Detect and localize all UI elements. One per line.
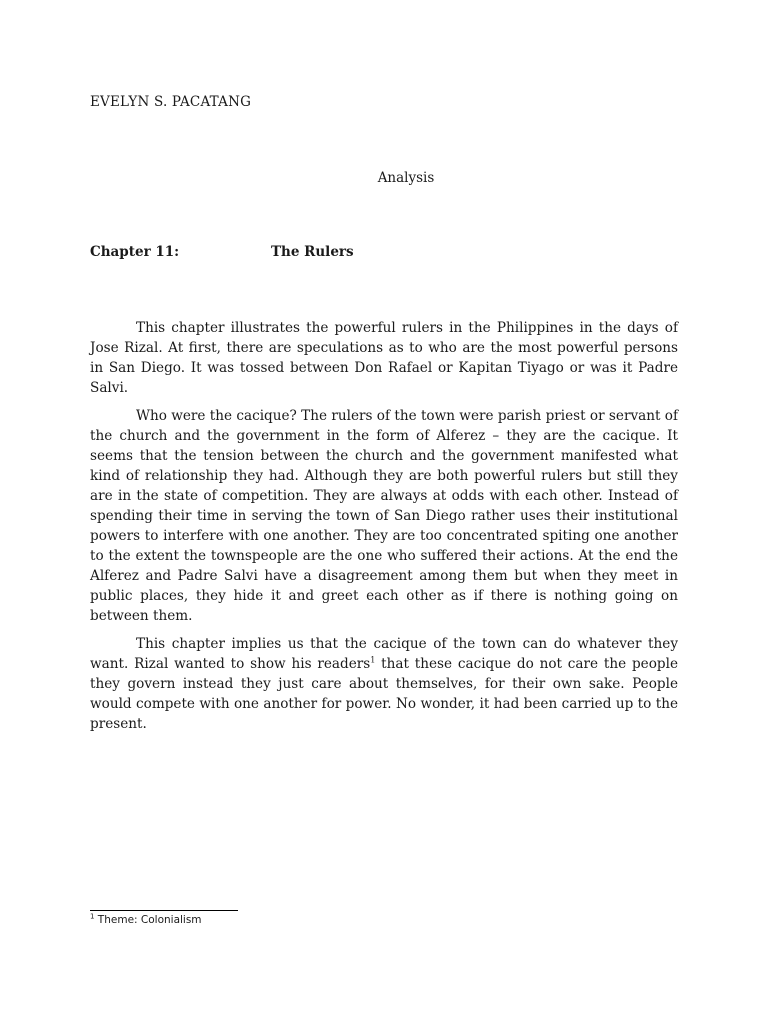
body-text (90, 318, 678, 742)
author-name: EVELYN S. PACATANG (90, 94, 252, 110)
paragraph-1: This chapter illustrates the powerful rulers in the Philippines in the days of Jose Rizal. At first, there are speculations as to who are the most powerful persons in San Diego. It was tossed between Don Rafael or Kapitan Tiyago or was it Padre Salvi. (90, 320, 678, 396)
chapter-heading (90, 244, 354, 260)
footnote (90, 914, 202, 926)
footnote-text: Theme: Colonialism (94, 914, 202, 926)
paragraph-2: Who were the cacique? The rulers of the town were parish priest or servant of the church and the government in the form of Alferez – they are the cacique. It seems that the tension between the church and the government manifested what kind of relationship they had. Although they are both powerful rulers but still they are in the state of competition. They are always at odds with each other. Instead of spending their time in serving the town of San Diego rather uses their institutional powers to interfere with one another. They are too concentrated spiting one another to the extent the townspeople are the one who suffered their actions. At the end the Alferez and Padre Salvi have a disagreement among them but when they meet in public places, they hide it and greet each other as if there is nothing going on between them. (90, 408, 678, 624)
paragraph-3-part-2: that these cacique do not care the people they govern instead they just care about themselves, for their own sake. People would compete with one another for power. No wonder, it had been carried up to the present. (90, 656, 678, 732)
chapter-title: The Rulers (271, 244, 354, 260)
chapter-label: Chapter 11: (90, 244, 180, 260)
paragraph-3 (90, 634, 678, 734)
footnote-reference[interactable]: 1 (370, 655, 376, 665)
document-title: Analysis (377, 170, 435, 186)
paragraph-3-part-1: This chapter implies us that the cacique of the town can do whatever they want. Rizal wanted to show his readers (90, 636, 678, 672)
footnote-number: 1 (90, 912, 95, 921)
footnote-divider (90, 910, 238, 911)
